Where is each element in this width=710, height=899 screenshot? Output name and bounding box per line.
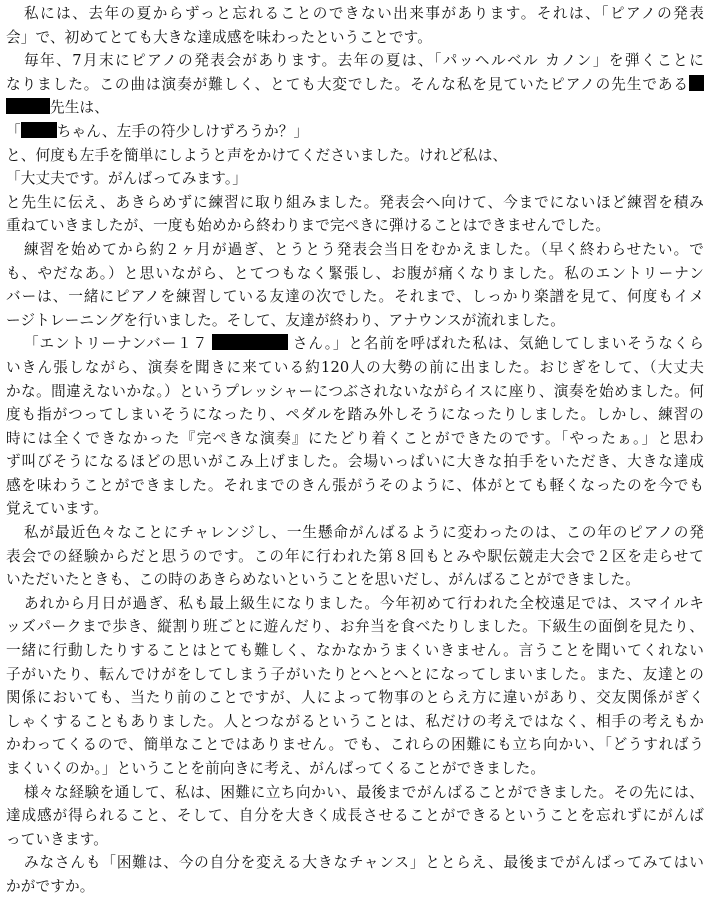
text-segment: さん。」と名前を呼ばれた私は、気絶してしまいそうなくら <box>292 335 704 353</box>
text-line: 達成感が得られること、そして、自分を大きく成長させることができるということを忘れずにがんば <box>6 807 704 825</box>
text-line: 「大丈夫です。がんばってみます。」 <box>6 170 248 188</box>
text-line: あれから月日が過ぎ、私も最上級生になりました。今年初めて行われた全校遠足では、スマイルキ <box>24 594 704 612</box>
text-line: ッズパークまで歩き、縦割り班ごとに遊んだり、お弁当を食べたりしました。下級生の面倒を見たり、 <box>6 618 704 636</box>
text-line: 覚えています。 <box>6 500 109 518</box>
text-line: かな。間違えないかな。）というプレッシャーにつぶされないながらイスに座り、演奏を始めました。何 <box>6 382 704 400</box>
text-line <box>6 120 704 144</box>
text-line <box>6 96 704 120</box>
text-line: と、何度も左手を簡単にしようと声をかけてくださいました。けれど私は、 <box>6 146 508 164</box>
text-line: と先生に伝え、あきらめずに練習に取り組みました。発表会へ向けて、今までにないほど練習を積み <box>6 193 704 211</box>
redaction-block <box>21 122 57 138</box>
text-segment: 先生は、 <box>50 99 109 117</box>
text-line: 感を味わうことができました。それまでのきん張がうそのように、体がとても軽くなったのを今でも <box>6 476 704 494</box>
text-line: ず叫びそうになるほどの思いがこみ上げました。会場いっぱいに大きな拍手をいただき、大きな達成 <box>6 453 704 471</box>
redaction-block <box>6 98 50 114</box>
text-segment: なりました。この曲は演奏が難しく、とても大変でした。そんな私を見ていたピアノの先生である <box>6 75 689 93</box>
text-line: 度も指がつってしまいそうになったり、ペダルを踏み外しそうになったりしました。しかし、練習の <box>6 406 704 424</box>
text-line: っていきます。 <box>6 830 109 848</box>
text-line: 会」で、初めてとても大きな達成感を味わったということです。 <box>6 28 432 46</box>
text-line: ージトレーニングを行いました。そして、友達が終わり、アナウンスが流れました。 <box>6 311 565 329</box>
text-line: 関係においても、当たり前のことですが、人によって物事のとらえ方に違いがあり、交友関係がぎく <box>6 689 704 707</box>
essay-page <box>6 2 704 899</box>
text-line: 毎年、7月末にピアノの発表会があります。去年の夏は、「パッヘルベル カノン」を弾くことに <box>24 52 704 70</box>
redaction-block <box>689 75 704 91</box>
text-line: 時には全くできなかった『完ぺきな演奏』にたどり着くことができたのです。「やったぁ。」と思わ <box>6 429 704 447</box>
text-segment: 「エントリーナンバー１７ <box>24 335 209 353</box>
text-line: 一緒に行動したりすることはとても難しく、なかなかうまくいきません。言うことを聞いてくれない <box>6 642 704 660</box>
text-line: まくいくのか。」ということを前向きに考え、がんばってくることができました。 <box>6 760 546 777</box>
text-line: 重ねていきましたが、一度も始めから終わりまで完ぺきに弾けることはできませんでした。 <box>6 217 611 235</box>
text-line: 練習を始めてから約２ヶ月が過ぎ、とうとう発表会当日をむかえました。（早く終わらせたい。で <box>24 240 704 258</box>
text-segment: ちゃん、左手の符少しけずろうか？」 <box>56 122 309 140</box>
text-line: かわってくるので、簡単なことではありません。でも、これらの困難にも立ち向かい、「どうすればう <box>6 736 704 754</box>
text-line: も、やだなあ。）と思いながら、とてつもなく緊張し、お腹が痛くなりました。私のエントリーナン <box>6 264 704 282</box>
text-line <box>6 73 704 97</box>
text-line: いきん張しながら、演奏を聞きに来ている約120人の大勢の前に出ました。おじぎをして、（大丈夫 <box>6 358 704 376</box>
text-line: 表会での経験からだと思うのです。この年に行われた第８回もとみや駅伝競走大会で２区を走らせて <box>6 547 704 565</box>
text-line <box>6 332 704 356</box>
text-segment: 「 <box>6 122 21 140</box>
redaction-block <box>212 334 288 350</box>
text-line: 私が最近色々なことにチャレンジし、一生懸命がんばるように変わったのは、この年のピアノの発 <box>24 524 704 542</box>
text-line: 子がいたり、転んでけがをしてしまう子がいたりとへとへとになってしまいました。また、友達との <box>6 665 704 683</box>
text-line: しゃくすることもありました。人とつながるということは、私だけの考えではなく、相手の考えもか <box>6 712 704 730</box>
text-line: いただいたときも、この時のあきらめないということを思いだし、がんばることができました。 <box>6 571 640 589</box>
text-line: 様々な経験を通して、私は、困難に立ち向かい、最後までがんばることができました。その先には、 <box>24 783 704 801</box>
text-line: かがですか。 <box>6 877 95 895</box>
text-line: みなさんも「困難は、今の自分を変える大きなチャンス」ととらえ、最後までがんばってみてはい <box>24 854 704 872</box>
text-line: 私には、去年の夏からずっと忘れることのできない出来事があります。それは、「ピアノの発表 <box>24 5 704 22</box>
text-line: バーは、一緒にピアノを練習している友達の次でした。それまで、しっかり楽譜を見て、何度もイメ <box>6 288 704 306</box>
